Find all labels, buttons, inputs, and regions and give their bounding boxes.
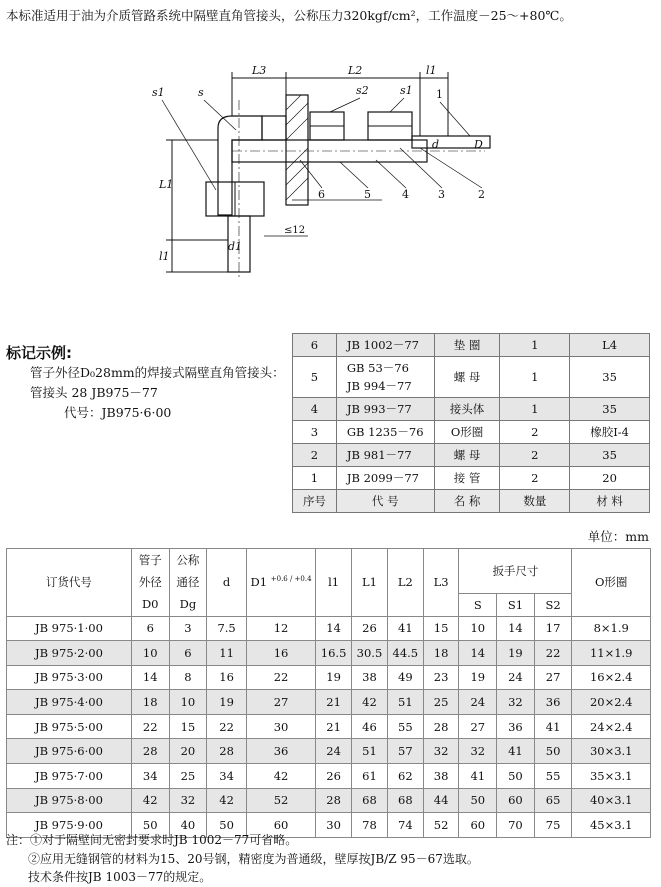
parts-mat: 20: [570, 467, 650, 490]
table-cell: 38: [352, 665, 388, 690]
part-3: 3: [438, 188, 445, 201]
table-row: [7, 641, 651, 666]
parts-name: 垫 圈: [434, 334, 500, 357]
label-D: D: [474, 138, 483, 151]
marking-line-1: 管子外径D₀28mm的焊接式隔壁直角管接头：: [30, 365, 285, 380]
table-cell: 18: [131, 690, 169, 715]
parts-name: 螺 母: [434, 357, 500, 398]
table-cell: 30.5: [352, 641, 388, 666]
parts-code: GB 1235－76: [336, 421, 434, 444]
parts-no: 5: [293, 357, 337, 398]
parts-header-name: 名 称: [434, 490, 500, 513]
header-L3: L3: [423, 549, 459, 617]
table-cell: 22: [534, 641, 572, 666]
table-cell: 10: [459, 616, 497, 641]
table-cell: 68: [352, 788, 388, 813]
table-cell: 27: [534, 665, 572, 690]
part-6: 6: [318, 188, 325, 201]
table-cell: 75: [534, 813, 572, 838]
table-cell: 19: [459, 665, 497, 690]
table-cell: 50: [534, 739, 572, 764]
marking-line-3: 代号：JB975·6·00: [64, 405, 172, 420]
table-cell: 26: [352, 616, 388, 641]
table-row: [7, 788, 651, 813]
table-cell: 23: [423, 665, 459, 690]
order-code-cell: JB 975·6·00: [7, 739, 132, 764]
table-cell: 17: [534, 616, 572, 641]
table-row: [7, 690, 651, 715]
parts-code: GB 53－76 JB 994－77: [336, 357, 434, 398]
table-cell: 10: [169, 690, 207, 715]
table-cell: 8: [169, 665, 207, 690]
parts-header-no: 序号: [293, 490, 337, 513]
table-cell: 35×3.1: [572, 764, 651, 789]
table-cell: 49: [387, 665, 423, 690]
unit-label: 单位：mm: [587, 529, 649, 544]
table-cell: 16: [207, 665, 247, 690]
table-cell: 14: [316, 616, 352, 641]
table-cell: 38: [423, 764, 459, 789]
order-code-cell: JB 975·1·00: [7, 616, 132, 641]
parts-header-code: 代 号: [336, 490, 434, 513]
table-cell: 57: [387, 739, 423, 764]
table-cell: 20×2.4: [572, 690, 651, 715]
table-cell: 21: [316, 690, 352, 715]
table-cell: 10: [131, 641, 169, 666]
header-d1-tol: +0.6 / +0.4: [270, 575, 312, 584]
header-S2: S2: [534, 593, 572, 616]
table-cell: 26: [316, 764, 352, 789]
table-cell: 32: [459, 739, 497, 764]
table-row: [7, 616, 651, 641]
table-cell: 51: [352, 739, 388, 764]
table-cell: 24: [459, 690, 497, 715]
dim-d1: d1: [228, 240, 243, 253]
table-cell: 7.5: [207, 616, 247, 641]
table-cell: 41: [497, 739, 535, 764]
part-5: 5: [364, 188, 371, 201]
table-cell: 16×2.4: [572, 665, 651, 690]
order-code-cell: JB 975·4·00: [7, 690, 132, 715]
table-cell: 19: [497, 641, 535, 666]
table-cell: 32: [169, 788, 207, 813]
table-cell: 68: [387, 788, 423, 813]
table-cell: 70: [497, 813, 535, 838]
table-cell: 60: [246, 813, 315, 838]
table-cell: 55: [534, 764, 572, 789]
parts-code: JB 993－77: [336, 398, 434, 421]
parts-no: 2: [293, 444, 337, 467]
order-code-cell: JB 975·2·00: [7, 641, 132, 666]
parts-qty: 2: [500, 421, 570, 444]
parts-mat: L4: [570, 334, 650, 357]
intro-text: 本标准适用于油为介质管路系统中隔壁直角管接头，公称压力320kgf/cm²，工作温度－25～+80℃。: [6, 8, 572, 23]
table-cell: 22: [131, 714, 169, 739]
header-d0-c: D0: [131, 593, 169, 616]
label-s1-left: s1: [152, 86, 165, 99]
parts-mat: 35: [570, 398, 650, 421]
table-cell: 50: [131, 813, 169, 838]
table-cell: 62: [387, 764, 423, 789]
dimensions-table: [6, 548, 651, 838]
parts-header-qty: 数量: [500, 490, 570, 513]
header-dg-c: Dg: [169, 593, 207, 616]
table-cell: 52: [423, 813, 459, 838]
table-cell: 41: [534, 714, 572, 739]
parts-no: 4: [293, 398, 337, 421]
order-code-cell: JB 975·8·00: [7, 788, 132, 813]
parts-name: 接 管: [434, 467, 500, 490]
table-cell: 74: [387, 813, 423, 838]
table-cell: 41: [387, 616, 423, 641]
table-cell: 42: [246, 764, 315, 789]
header-d0-b: 外径: [131, 571, 169, 593]
dim-L1: L1: [159, 178, 174, 191]
parts-code: JB 981－77: [336, 444, 434, 467]
table-cell: 28: [316, 788, 352, 813]
table-row: [7, 764, 651, 789]
table-cell: 14: [131, 665, 169, 690]
table-cell: 11×1.9: [572, 641, 651, 666]
table-cell: 20: [169, 739, 207, 764]
header-d: d: [207, 549, 247, 617]
parts-no: 1: [293, 467, 337, 490]
parts-qty: 1: [500, 398, 570, 421]
table-cell: 41: [459, 764, 497, 789]
table-cell: 34: [207, 764, 247, 789]
table-cell: 24: [497, 665, 535, 690]
header-dg-b: 通径: [169, 571, 207, 593]
header-L2: L2: [387, 549, 423, 617]
table-cell: 60: [459, 813, 497, 838]
table-cell: 44: [423, 788, 459, 813]
header-order: 订货代号: [7, 549, 132, 617]
assembly-drawing: [0, 0, 661, 330]
header-dg-a: 公称: [169, 549, 207, 572]
wall-hatch: [286, 95, 308, 200]
table-cell: 42: [207, 788, 247, 813]
table-row: [7, 714, 651, 739]
table-cell: 25: [169, 764, 207, 789]
parts-code: JB 1002－77: [336, 334, 434, 357]
table-cell: 27: [459, 714, 497, 739]
parts-qty: 2: [500, 467, 570, 490]
table-cell: 46: [352, 714, 388, 739]
table-cell: 28: [131, 739, 169, 764]
header-S: S: [459, 593, 497, 616]
table-cell: 50: [207, 813, 247, 838]
note-3: 技术条件按JB 1003－77的规定。: [28, 870, 212, 884]
table-cell: 52: [246, 788, 315, 813]
bulkhead-wall: [286, 95, 308, 205]
table-cell: 28: [207, 739, 247, 764]
table-cell: 14: [459, 641, 497, 666]
table-cell: 6: [131, 616, 169, 641]
dim-12: ≤12: [284, 225, 306, 236]
order-code-cell: JB 975·5·00: [7, 714, 132, 739]
dim-l1-top: l1: [426, 64, 437, 77]
table-cell: 40×3.1: [572, 788, 651, 813]
table-cell: 16: [246, 641, 315, 666]
label-d: d: [432, 138, 440, 151]
table-cell: 32: [423, 739, 459, 764]
marking-example: [30, 363, 285, 423]
table-cell: 19: [316, 665, 352, 690]
table-cell: 60: [497, 788, 535, 813]
header-l1: l1: [316, 549, 352, 617]
table-cell: 50: [459, 788, 497, 813]
notes: [6, 831, 479, 887]
table-cell: 15: [423, 616, 459, 641]
label-s2: s2: [356, 84, 369, 97]
table-cell: 44.5: [387, 641, 423, 666]
marking-title: 标记示例:: [6, 344, 72, 362]
table-cell: 3: [169, 616, 207, 641]
table-cell: 34: [131, 764, 169, 789]
table-cell: 18: [423, 641, 459, 666]
order-code-cell: JB 975·9·00: [7, 813, 132, 838]
table-cell: 24×2.4: [572, 714, 651, 739]
table-cell: 61: [352, 764, 388, 789]
table-cell: 40: [169, 813, 207, 838]
table-cell: 22: [246, 665, 315, 690]
order-code-cell: JB 975·3·00: [7, 665, 132, 690]
table-cell: 11: [207, 641, 247, 666]
header-d0-a: 管子: [131, 549, 169, 572]
table-cell: 22: [207, 714, 247, 739]
header-L1: L1: [352, 549, 388, 617]
table-row: [7, 739, 651, 764]
table-cell: 51: [387, 690, 423, 715]
table-cell: 32: [497, 690, 535, 715]
parts-name: O形圈: [434, 421, 500, 444]
part-2: 2: [478, 188, 485, 201]
parts-name: 接头体: [434, 398, 500, 421]
parts-no: 6: [293, 334, 337, 357]
header-oring: O形圈: [572, 549, 651, 617]
table-cell: 55: [387, 714, 423, 739]
label-s1-top: s1: [400, 84, 413, 97]
parts-qty: 1: [500, 357, 570, 398]
table-cell: 42: [131, 788, 169, 813]
parts-qty: 2: [500, 444, 570, 467]
header-S1: S1: [497, 593, 535, 616]
part-4: 4: [402, 188, 409, 201]
order-code-cell: JB 975·7·00: [7, 764, 132, 789]
table-cell: 45×3.1: [572, 813, 651, 838]
header-d1-sym: D1: [250, 575, 268, 590]
parts-no: 3: [293, 421, 337, 444]
table-row: [7, 665, 651, 690]
table-cell: 36: [246, 739, 315, 764]
parts-code: JB 2099－77: [336, 467, 434, 490]
table-cell: 65: [534, 788, 572, 813]
table-cell: 42: [352, 690, 388, 715]
parts-header-mat: 材 料: [570, 490, 650, 513]
table-cell: 16.5: [316, 641, 352, 666]
parts-mat: 35: [570, 357, 650, 398]
table-cell: 36: [534, 690, 572, 715]
parts-name: 螺 母: [434, 444, 500, 467]
table-cell: 25: [423, 690, 459, 715]
header-d1: [246, 549, 315, 617]
parts-mat: 橡胶Ⅰ-4: [570, 421, 650, 444]
header-wrench: 扳手尺寸: [459, 549, 572, 594]
table-cell: 8×1.9: [572, 616, 651, 641]
note-2: ②应用无缝钢管的材料为15、20号钢，精密度为普通级，壁厚按JB/Z 95－67选取。: [28, 851, 479, 866]
table-cell: 30×3.1: [572, 739, 651, 764]
parts-table: [292, 333, 650, 513]
label-part-1: 1: [436, 88, 443, 101]
table-cell: 21: [316, 714, 352, 739]
table-cell: 30: [316, 813, 352, 838]
dim-L2: L2: [348, 64, 363, 77]
table-cell: 30: [246, 714, 315, 739]
table-cell: 15: [169, 714, 207, 739]
table-cell: 12: [246, 616, 315, 641]
elbow: [218, 116, 262, 215]
label-s: s: [198, 86, 204, 99]
note-1: 注：①对于隔壁间无密封要求时JB 1002－77可省略。: [6, 833, 298, 847]
table-cell: 19: [207, 690, 247, 715]
table-cell: 14: [497, 616, 535, 641]
parts-qty: 1: [500, 334, 570, 357]
parts-mat: 35: [570, 444, 650, 467]
table-cell: 36: [497, 714, 535, 739]
marking-line-2: 管接头 28 JB975－77: [30, 385, 158, 400]
dim-L3: L3: [252, 64, 267, 77]
table-cell: 28: [423, 714, 459, 739]
table-cell: 24: [316, 739, 352, 764]
table-cell: 27: [246, 690, 315, 715]
table-cell: 50: [497, 764, 535, 789]
table-cell: 78: [352, 813, 388, 838]
table-cell: 6: [169, 641, 207, 666]
dim-l1-left: l1: [159, 250, 170, 263]
